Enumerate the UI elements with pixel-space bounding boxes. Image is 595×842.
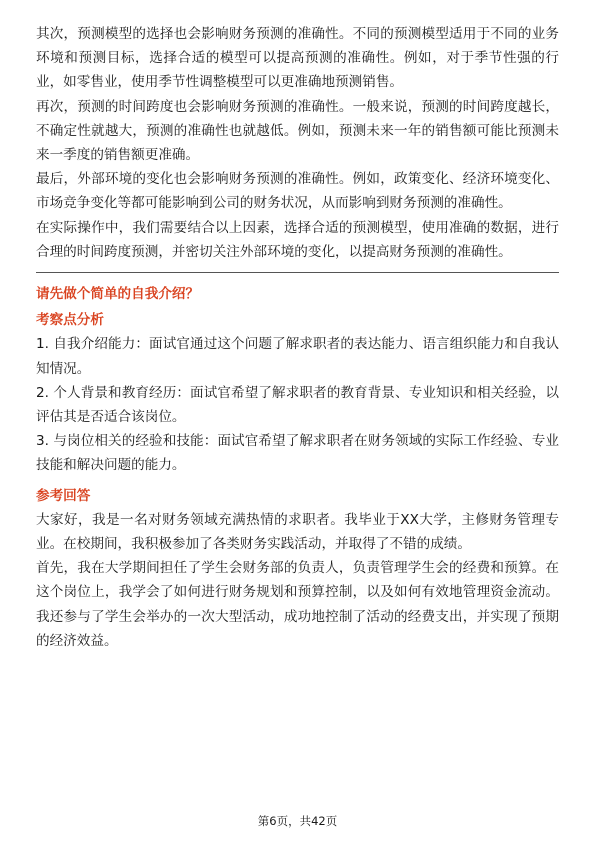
page-content [36, 22, 559, 653]
answer-paragraph: 首先，我在大学期间担任了学生会财务部的负责人，负责管理学生会的经费和预算。在这个岗位上，我学会了如何进行财务规划和预算控制，以及如何有效地管理资金流动。我还参与了学生会举办的一次大型活动，成功地控制了活动的经费支出，并实现了预期的经济效益。 [36, 560, 559, 649]
analysis-item: 3. 与岗位相关的经验和技能：面试官希望了解求职者在财务领域的实际工作经验、专业技能和解决问题的能力。 [36, 433, 559, 474]
answer-paragraph: 大家好，我是一名对财务领域充满热情的求职者。我毕业于XX大学，主修财务管理专业。在校期间，我积极参加了各类财务实践活动，并取得了不错的成绩。 [36, 511, 559, 553]
question-title: 请先做个简单的自我介绍？ [36, 286, 200, 303]
paragraph-external-environment: 最后，外部环境的变化也会影响财务预测的准确性。例如，政策变化、经济环境变化、市场竞争变化等都可能影响到公司的财务状况，从而影响到财务预测的准确性。 [36, 171, 559, 212]
analysis-item: 2. 个人背景和教育经历：面试官希望了解求职者的教育背景、专业知识和相关经验，以评估其是否适合该岗位。 [36, 384, 559, 426]
paragraph-practical-operation: 在实际操作中，我们需要结合以上因素，选择合适的预测模型，使用准确的数据，进行合理的时间跨度预测，并密切关注外部环境的变化，以提高财务预测的准确性。 [36, 219, 559, 260]
analysis-heading: 考察点分析 [36, 312, 104, 329]
page-footer: 第6页，共42页 [257, 814, 338, 828]
question-section [36, 282, 559, 653]
answer-heading: 参考回答 [36, 487, 91, 504]
section-divider [36, 272, 559, 273]
analysis-item: 1. 自我介绍能力：面试官通过这个问题了解求职者的表达能力、语言组织能力和自我认知情况。 [36, 336, 559, 377]
paragraph-time-span: 再次，预测的时间跨度也会影响财务预测的准确性。一般来说，预测的时间跨度越长，不确定性就越大，预测的准确性也就越低。例如，预测未来一年的销售额可能比预测未来一季度的销售额更准确。 [36, 98, 559, 164]
intro-section [36, 22, 559, 264]
paragraph-model-selection: 其次，预测模型的选择也会影响财务预测的准确性。不同的预测模型适用于不同的业务环境和预测目标，选择合适的模型可以提高预测的准确性。例如，对于季节性强的行业，如零售业，使用季节性调整模型可以更准确地预测销售。 [36, 26, 559, 91]
